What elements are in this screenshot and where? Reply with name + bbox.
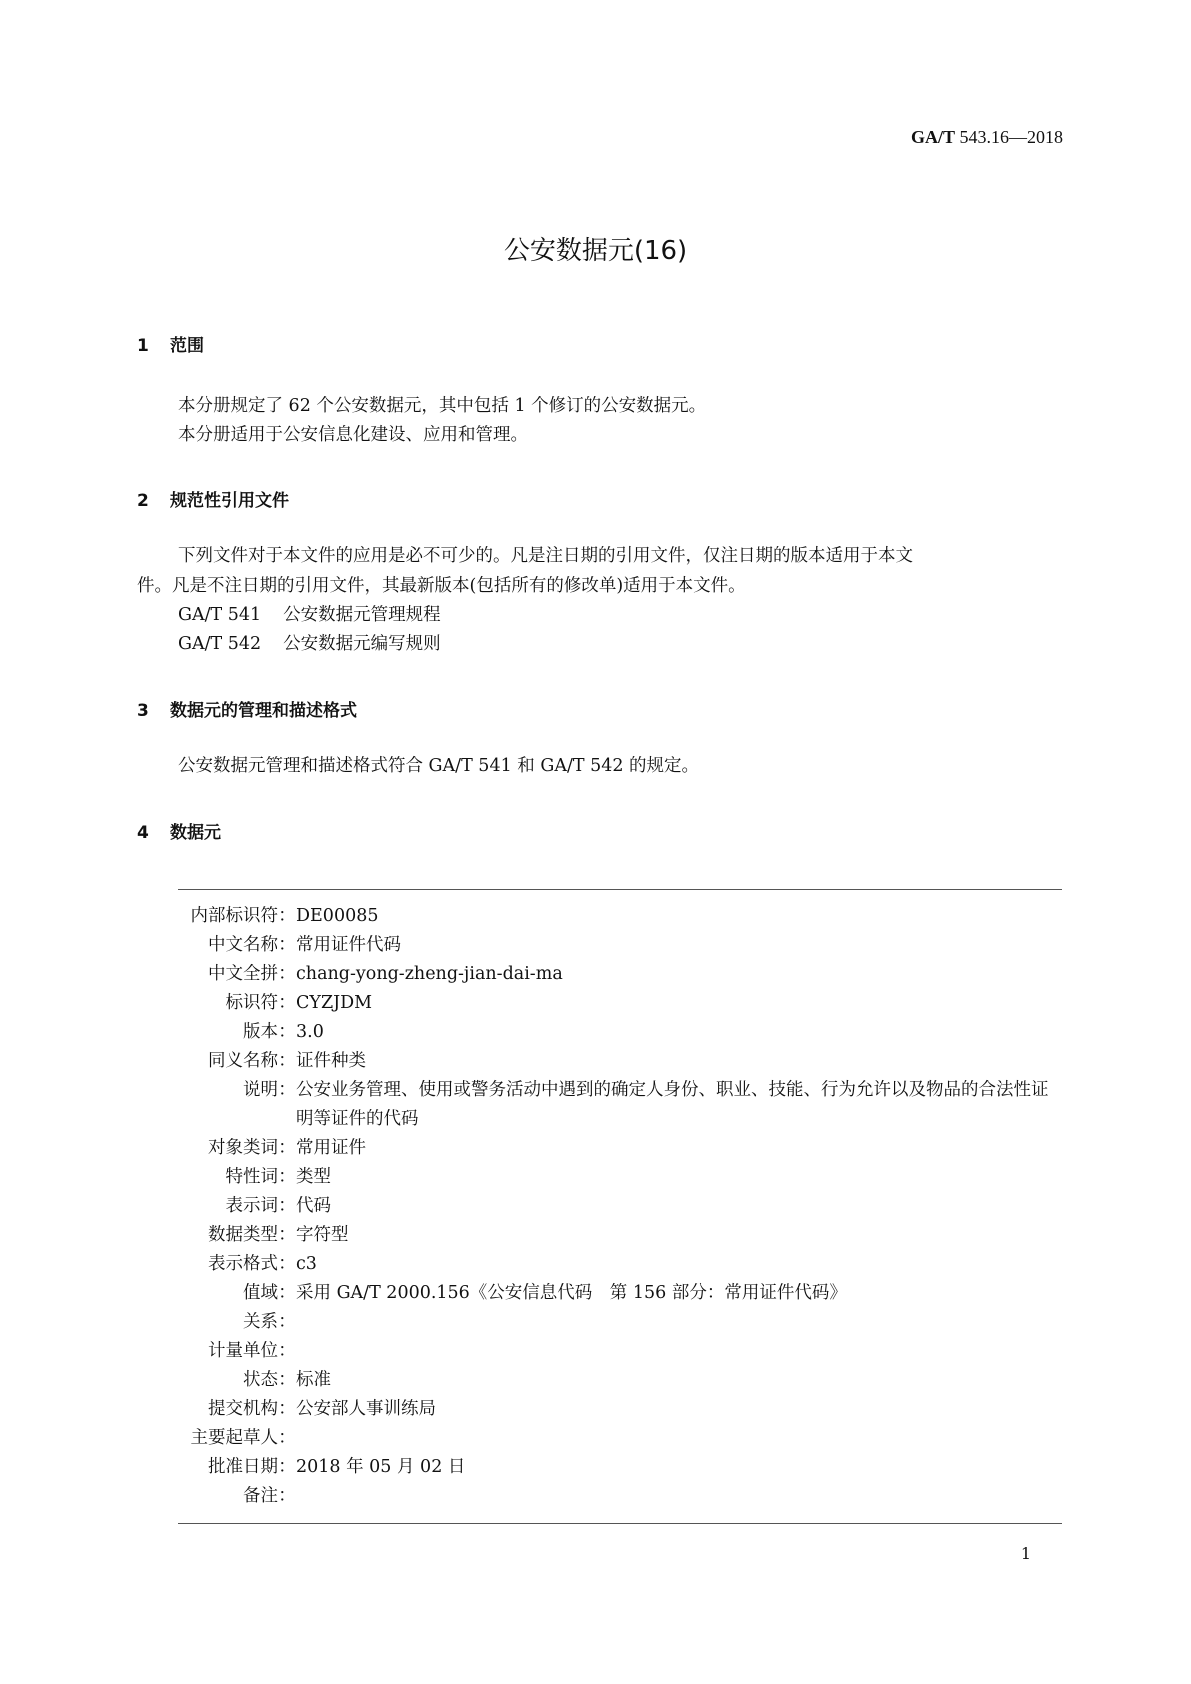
field-colon: ： (278, 964, 296, 984)
field-label: 版本 (243, 1022, 278, 1042)
field-label: 批准日期 (208, 1457, 278, 1477)
field-label: 关系 (243, 1312, 278, 1332)
data-element-field (178, 902, 1062, 931)
section-number: 1 (137, 336, 149, 356)
data-element-field (178, 1308, 1062, 1337)
field-value: 标准 (296, 1370, 331, 1390)
data-element-field (178, 1047, 1062, 1076)
data-element-field (178, 1482, 1062, 1511)
section-title: 范围 (170, 336, 204, 356)
field-colon: ： (278, 1457, 296, 1477)
section-4-heading (137, 818, 221, 843)
field-value: CYZJDM (296, 993, 373, 1013)
page-number: 1 (1020, 1544, 1031, 1563)
paragraph: 下列文件对于本文件的应用是必不可少的。凡是注日期的引用文件，仅注日期的版本适用于本文 (178, 546, 913, 566)
data-element-field (178, 1279, 1062, 1308)
data-element-field (178, 1192, 1062, 1221)
reference-code: GA/T 542 (178, 634, 262, 654)
standard-prefix: GA/T (910, 127, 955, 147)
field-value: 采用 GA/T 2000.156《公安信息代码 第 156 部分：常用证件代码》 (296, 1283, 847, 1303)
field-colon: ： (278, 1283, 296, 1303)
reference-item (178, 604, 441, 626)
field-value: 常用证件代码 (296, 935, 401, 955)
field-colon: ： (278, 1080, 296, 1100)
section-1-heading (137, 331, 204, 356)
field-colon: ： (278, 1370, 296, 1390)
field-value: c3 (296, 1254, 317, 1274)
field-value: 证件种类 (296, 1051, 366, 1071)
paragraph: 本分册规定了 62 个公安数据元，其中包括 1 个修订的公安数据元。 (178, 396, 707, 416)
field-value: 3.0 (296, 1022, 324, 1042)
field-value: 常用证件 (296, 1138, 366, 1158)
paragraph: 件。凡是不注日期的引用文件，其最新版本(包括所有的修改单)适用于本文件。 (137, 576, 746, 596)
section-title: 数据元的管理和描述格式 (170, 701, 357, 721)
field-colon: ： (278, 1138, 296, 1158)
data-element-field (178, 1337, 1062, 1366)
data-element-field (178, 1018, 1062, 1047)
field-colon: ： (278, 1196, 296, 1216)
field-colon: ： (278, 1254, 296, 1274)
field-colon: ： (278, 1341, 296, 1361)
paragraph: 本分册适用于公安信息化建设、应用和管理。 (178, 425, 528, 445)
field-label: 计量单位 (208, 1341, 278, 1361)
field-value: 代码 (296, 1196, 331, 1216)
field-label: 主要起草人 (190, 1428, 278, 1448)
top-rule (178, 889, 1062, 890)
reference-name: 公安数据元管理规程 (283, 605, 441, 625)
page-title: 公安数据元(16) (503, 236, 688, 266)
data-element-field (178, 1076, 1062, 1134)
field-colon: ： (278, 1167, 296, 1187)
field-label: 表示格式 (208, 1254, 278, 1274)
data-element-field (178, 960, 1062, 989)
data-element-block (178, 902, 1062, 1511)
section-number: 2 (137, 491, 149, 511)
field-colon: ： (278, 1312, 296, 1332)
data-element-field (178, 1163, 1062, 1192)
data-element-field (178, 1395, 1062, 1424)
field-colon: ： (278, 993, 296, 1013)
field-label: 值域 (243, 1283, 278, 1303)
reference-item (178, 633, 441, 655)
field-value: 类型 (296, 1167, 331, 1187)
section-title: 数据元 (170, 823, 221, 843)
field-label: 备注 (243, 1486, 278, 1506)
field-colon: ： (278, 935, 296, 955)
field-value: 公安部人事训练局 (296, 1399, 436, 1419)
field-value: chang-yong-zheng-jian-dai-ma (296, 964, 563, 984)
field-label: 同义名称 (208, 1051, 278, 1071)
standard-number (911, 127, 1063, 148)
field-label: 特性词 (225, 1167, 278, 1187)
data-element-field (178, 1453, 1062, 1482)
section-number: 4 (137, 823, 149, 843)
field-value: 字符型 (296, 1225, 349, 1245)
field-label: 提交机构 (208, 1399, 278, 1419)
section-3-heading (137, 696, 357, 721)
field-label: 表示词 (225, 1196, 278, 1216)
field-label: 对象类词 (208, 1138, 278, 1158)
bottom-rule (178, 1523, 1062, 1524)
field-value: 2018 年 05 月 02 日 (296, 1457, 466, 1477)
field-colon: ： (278, 1399, 296, 1419)
section-title: 规范性引用文件 (170, 491, 289, 511)
field-label: 中文全拼 (208, 964, 278, 984)
field-label: 状态 (243, 1370, 278, 1390)
field-colon: ： (278, 906, 296, 926)
section-2-heading (137, 486, 289, 511)
field-value: 公安业务管理、使用或警务活动中遇到的确定人身份、职业、技能、行为允许以及物品的合法性证明等证件的代码 (296, 1080, 1049, 1129)
reference-code: GA/T 541 (178, 605, 262, 625)
field-colon: ： (278, 1051, 296, 1071)
field-value: DE00085 (296, 906, 379, 926)
data-element-field (178, 989, 1062, 1018)
standard-code: 543.16—2018 (955, 127, 1063, 147)
field-colon: ： (278, 1486, 296, 1506)
field-colon: ： (278, 1022, 296, 1042)
section-number: 3 (137, 701, 149, 721)
field-label: 中文名称 (208, 935, 278, 955)
data-element-field (178, 1424, 1062, 1453)
reference-name: 公安数据元编写规则 (283, 634, 441, 654)
field-label: 内部标识符 (190, 906, 278, 926)
field-label: 说明 (243, 1080, 278, 1100)
data-element-field (178, 1366, 1062, 1395)
data-element-field (178, 1221, 1062, 1250)
data-element-field (178, 1134, 1062, 1163)
field-label: 标识符 (225, 993, 278, 1013)
data-element-field (178, 1250, 1062, 1279)
field-colon: ： (278, 1428, 296, 1448)
field-colon: ： (278, 1225, 296, 1245)
paragraph: 公安数据元管理和描述格式符合 GA/T 541 和 GA/T 542 的规定。 (178, 756, 700, 776)
data-element-field (178, 931, 1062, 960)
field-label: 数据类型 (208, 1225, 278, 1245)
